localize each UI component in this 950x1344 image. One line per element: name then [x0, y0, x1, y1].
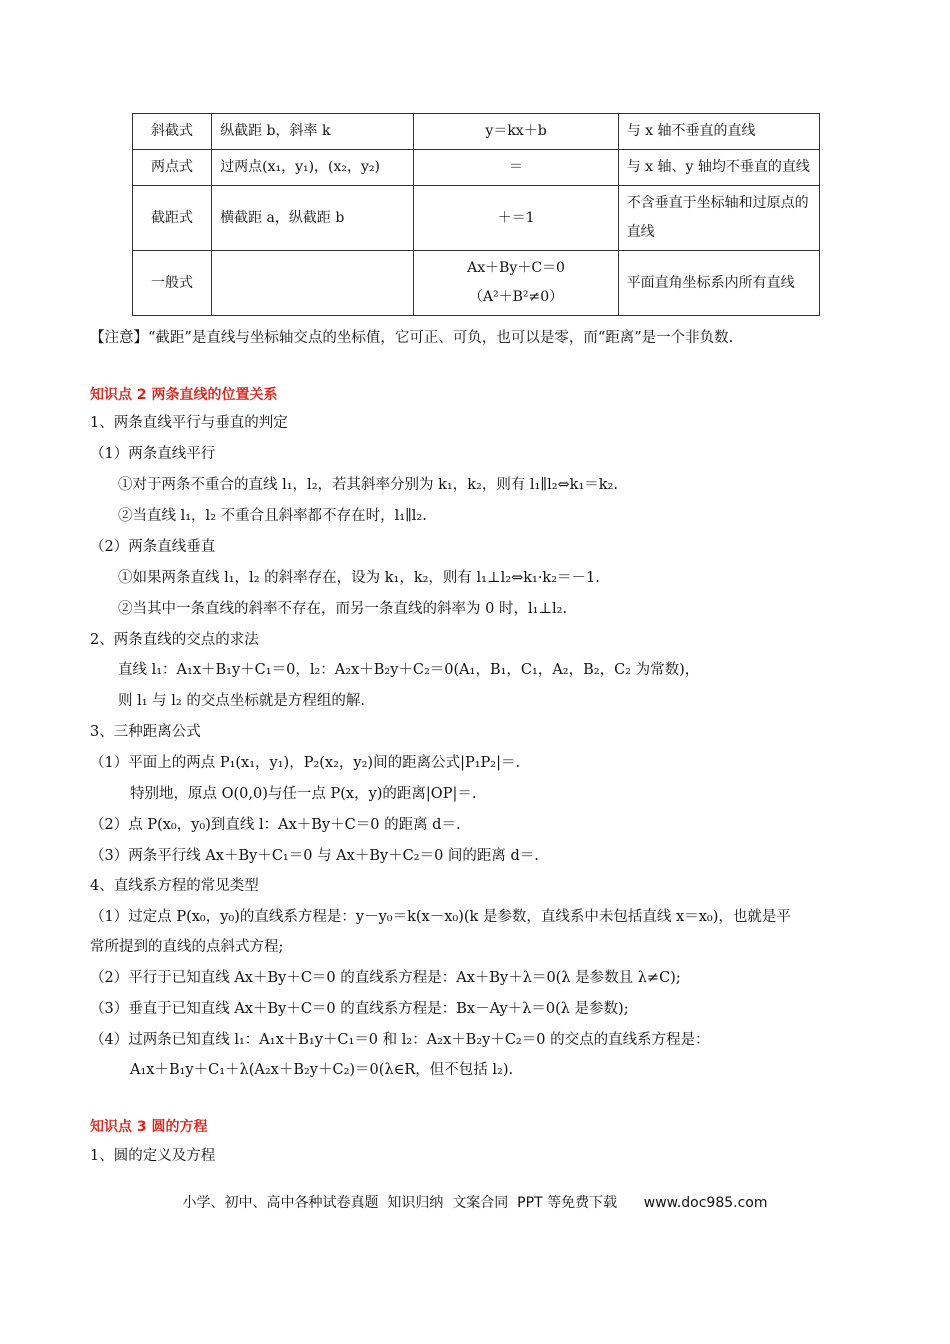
form-name-cell: 一般式 [133, 251, 212, 316]
table-row [133, 251, 820, 316]
section2-line: 2、两条直线的交点的求法 [90, 632, 259, 648]
section-heading-2: 知识点 2 两条直线的位置关系 [90, 387, 278, 403]
section-heading-3: 知识点 3 圆的方程 [90, 1119, 208, 1135]
section2-line: （1）两条直线平行 [90, 446, 216, 462]
section2-line: ①对于两条不重合的直线 l₁，l₂，若其斜率分别为 k₁，k₂，则有 l₁∥l₂⇔k₁＝k₂. [118, 477, 618, 493]
section2-line: （2）平行于已知直线 Ax＋By＋C＝0 的直线系方程是：Ax＋By＋λ＝0(λ 是参数且 λ≠C); [90, 970, 681, 986]
equation-cell: ＋＝1 [414, 186, 618, 251]
section2-line: （4）过两条已知直线 l₁：A₁x＋B₁y＋C₁＝0 和 l₂：A₂x＋B₂y＋C₂＝0 的交点的直线系方程是： [90, 1032, 710, 1048]
section2-line: 直线 l₁：A₁x＋B₁y＋C₁＝0，l₂：A₂x＋B₂y＋C₂＝0(A₁，B₁，C₁，A₂，B₂，C₂ 为常数)， [118, 662, 700, 678]
form-name-cell: 截距式 [133, 186, 212, 251]
form-name-cell: 斜截式 [133, 114, 212, 150]
section3-line: 1、圆的定义及方程 [90, 1148, 216, 1164]
section2-line: ②当直线 l₁，l₂ 不重合且斜率都不存在时，l₁∥l₂. [118, 508, 427, 524]
form-name-cell: 两点式 [133, 150, 212, 186]
section2-line: 1、两条直线平行与垂直的判定 [90, 415, 288, 431]
condition-cell: 纵截距 b，斜率 k [212, 114, 414, 150]
section2-line: ②当其中一条直线的斜率不存在，而另一条直线的斜率为 0 时，l₁⊥l₂. [118, 601, 568, 617]
section2-line: 4、直线系方程的常见类型 [90, 878, 259, 894]
scope-cell: 不含垂直于坐标轴和过原点的直线 [618, 186, 819, 251]
section2-line: 常所提到的直线的点斜式方程; [90, 939, 284, 955]
condition-cell: 横截距 a，纵截距 b [212, 186, 414, 251]
section2-line: （1）平面上的两点 P₁(x₁，y₁)，P₂(x₂，y₂)间的距离公式|P₁P₂|＝. [90, 755, 521, 771]
section2-line: 则 l₁ 与 l₂ 的交点坐标就是方程组的解. [118, 693, 365, 709]
section2-line: （2）点 P(x₀，y₀)到直线 l：Ax＋By＋C＝0 的距离 d＝. [90, 817, 461, 833]
page-footer: 小学、初中、高中各种试卷真题 知识归纳 文案合同 PPT 等免费下载 www.doc985.com [182, 1195, 768, 1211]
section2-line: （1）过定点 P(x₀，y₀)的直线系方程是：y－y₀＝k(x－x₀)(k 是参数，直线系中未包括直线 x＝x₀)，也就是平 [90, 909, 791, 925]
equation-cell: y＝kx＋b [414, 114, 618, 150]
note-text: 【注意】“截距”是直线与坐标轴交点的坐标值，它可正、可负，也可以是零，而“距离”是一个非负数. [90, 330, 734, 346]
equation-cell: Ax＋By＋C＝0 （A²＋B²≠0） [414, 251, 618, 316]
table-row [133, 186, 820, 251]
section2-line: A₁x＋B₁y＋C₁＋λ(A₂x＋B₂y＋C₂)＝0(λ∈R，但不包括 l₂). [130, 1062, 514, 1078]
section2-line: （3）垂直于已知直线 Ax＋By＋C＝0 的直线系方程是：Bx－Ay＋λ＝0(λ 是参数); [90, 1001, 629, 1017]
table-row [133, 114, 820, 150]
table-row [133, 150, 820, 186]
section2-line: 特别地，原点 O(0,0)与任一点 P(x，y)的距离|OP|＝. [130, 786, 477, 802]
line-equation-forms-table [132, 113, 820, 316]
section2-line: 3、三种距离公式 [90, 724, 201, 740]
section2-line: ①如果两条直线 l₁，l₂ 的斜率存在，设为 k₁，k₂，则有 l₁⊥l₂⇔k₁·k₂＝－1. [118, 570, 600, 586]
condition-cell [212, 251, 414, 316]
condition-cell: 过两点(x₁，y₁)，(x₂，y₂) [212, 150, 414, 186]
section2-line: （3）两条平行线 Ax＋By＋C₁＝0 与 Ax＋By＋C₂＝0 间的距离 d＝. [90, 848, 539, 864]
scope-cell: 与 x 轴、y 轴均不垂直的直线 [618, 150, 819, 186]
section2-line: （2）两条直线垂直 [90, 539, 216, 555]
scope-cell: 与 x 轴不垂直的直线 [618, 114, 819, 150]
scope-cell: 平面直角坐标系内所有直线 [618, 251, 819, 316]
equation-cell: ＝ [414, 150, 618, 186]
